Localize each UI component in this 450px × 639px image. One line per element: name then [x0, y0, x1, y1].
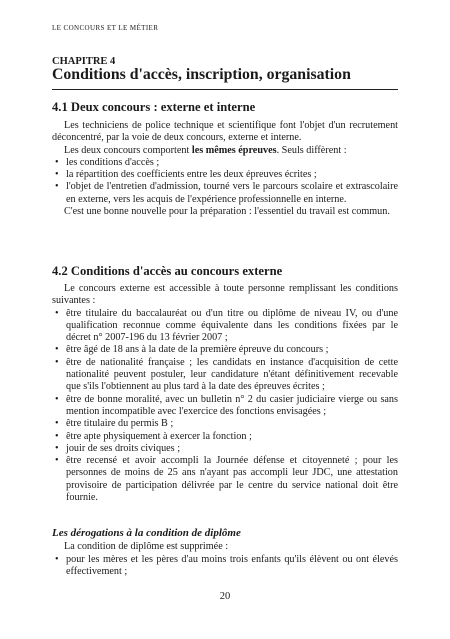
paragraph — [52, 145, 398, 157]
list-item-text: jouir de ses droits civiques ; — [66, 442, 181, 454]
paragraph-text: Les deux concours comportent — [64, 144, 192, 156]
paragraph: C'est une bonne nouvelle pour la préparation : l'essentiel du travail est commun. — [64, 206, 390, 218]
derogations-heading: Les dérogations à la condition de diplôme — [52, 527, 241, 539]
list-item-text: être âgé de 18 ans à la date de la première épreuve du concours ; — [66, 344, 329, 356]
list-item-text: être de nationalité française ; les candidats en instance d'acquisition de cette nationalité peuvent postuler, leur candidature n'étant définitivement recevable que s'ils l'obtiennent au plus tard à la date des épreuves écrites ; — [66, 356, 398, 393]
section-heading-4-1: 4.1 Deux concours : externe et interne — [52, 100, 256, 114]
bullet-icon: • — [55, 356, 59, 368]
emphasis-text: les mêmes épreuves — [191, 144, 277, 156]
bullet-icon: • — [55, 455, 59, 467]
paragraph: Les techniciens de police technique et scientifique font l'objet d'un recrutement déconcentré, par la voie de deux concours, externe et interne. — [52, 120, 398, 144]
derogations-body — [52, 527, 398, 578]
list-item-text: être de bonne moralité, avec un bulletin n° 2 du casier judiciaire vierge ou sans mention incompatible avec l'exercice des fonctions envisagées ; — [66, 393, 398, 417]
list-item — [52, 181, 398, 206]
list-item — [52, 169, 398, 181]
chapter-title: Conditions d'accès, inscription, organisation — [52, 66, 351, 83]
list-item — [52, 357, 398, 394]
bullet-icon: • — [55, 181, 59, 193]
chapter-label: CHAPITRE 4 — [52, 56, 116, 67]
bullet-icon: • — [55, 418, 59, 430]
bullet-icon: • — [55, 393, 59, 405]
section-heading-4-2: 4.2 Conditions d'accès au concours externe — [52, 264, 283, 278]
bullet-icon: • — [55, 307, 59, 319]
list-item-text: la répartition des coefficients entre les deux épreuves écrites ; — [66, 169, 317, 181]
list-item-text: les conditions d'accès ; — [66, 156, 160, 168]
section-4-2-body — [52, 283, 398, 504]
bullet-list — [52, 554, 398, 579]
running-head: LE CONCOURS ET LE MÉTIER — [52, 24, 159, 32]
list-item — [52, 344, 398, 356]
list-item — [52, 418, 398, 430]
list-item-text: être titulaire du permis B ; — [66, 418, 174, 430]
list-item — [52, 157, 398, 169]
bullet-icon: • — [55, 430, 59, 442]
list-item-text: être recensé et avoir accompli la Journée défense et citoyenneté ; pour les personnes de moins de 25 ans n'ayant pas accompli leur JDC, une attestation provisoire de participation délivrée par le centre du service national doit être fournie. — [66, 455, 398, 504]
list-item — [52, 308, 398, 345]
section-4-1-body — [52, 120, 398, 218]
list-item — [52, 455, 398, 504]
bullet-list — [52, 308, 398, 505]
list-item-text: être apte physiquement à exercer la fonction ; — [66, 430, 252, 442]
bullet-icon: • — [55, 442, 59, 454]
list-item-text: l'objet de l'entretien d'admission, tourné vers le parcours scolaire et extrascolaire en externe, vers les acquis de l'expérience professionnelle en interne. — [66, 181, 398, 205]
list-item — [52, 431, 398, 443]
document-page — [52, 0, 400, 639]
paragraph: Le concours externe est accessible à toute personne remplissant les conditions suivantes : — [52, 283, 398, 307]
page-number: 20 — [219, 591, 231, 602]
paragraph: La condition de diplôme est supprimée : — [64, 541, 229, 553]
list-item — [52, 554, 398, 579]
list-item-text: être titulaire du baccalauréat ou d'un titre ou diplôme de niveau IV, ou d'une qualification reconnue comme équivalente dans les conditions fixées par le décret n° 2007-196 du 13 février 2007 ; — [66, 307, 398, 344]
bullet-list — [52, 157, 398, 206]
list-item — [52, 443, 398, 455]
bullet-icon: • — [55, 344, 59, 356]
title-divider — [52, 89, 398, 90]
paragraph-text: . Seuls diffèrent : — [276, 144, 347, 156]
bullet-icon: • — [55, 553, 59, 565]
list-item — [52, 394, 398, 419]
bullet-icon: • — [55, 156, 59, 168]
bullet-icon: • — [55, 169, 59, 181]
list-item-text: pour les mères et les pères d'au moins trois enfants qu'ils élèvent ou ont élevés effectivement ; — [66, 553, 398, 577]
